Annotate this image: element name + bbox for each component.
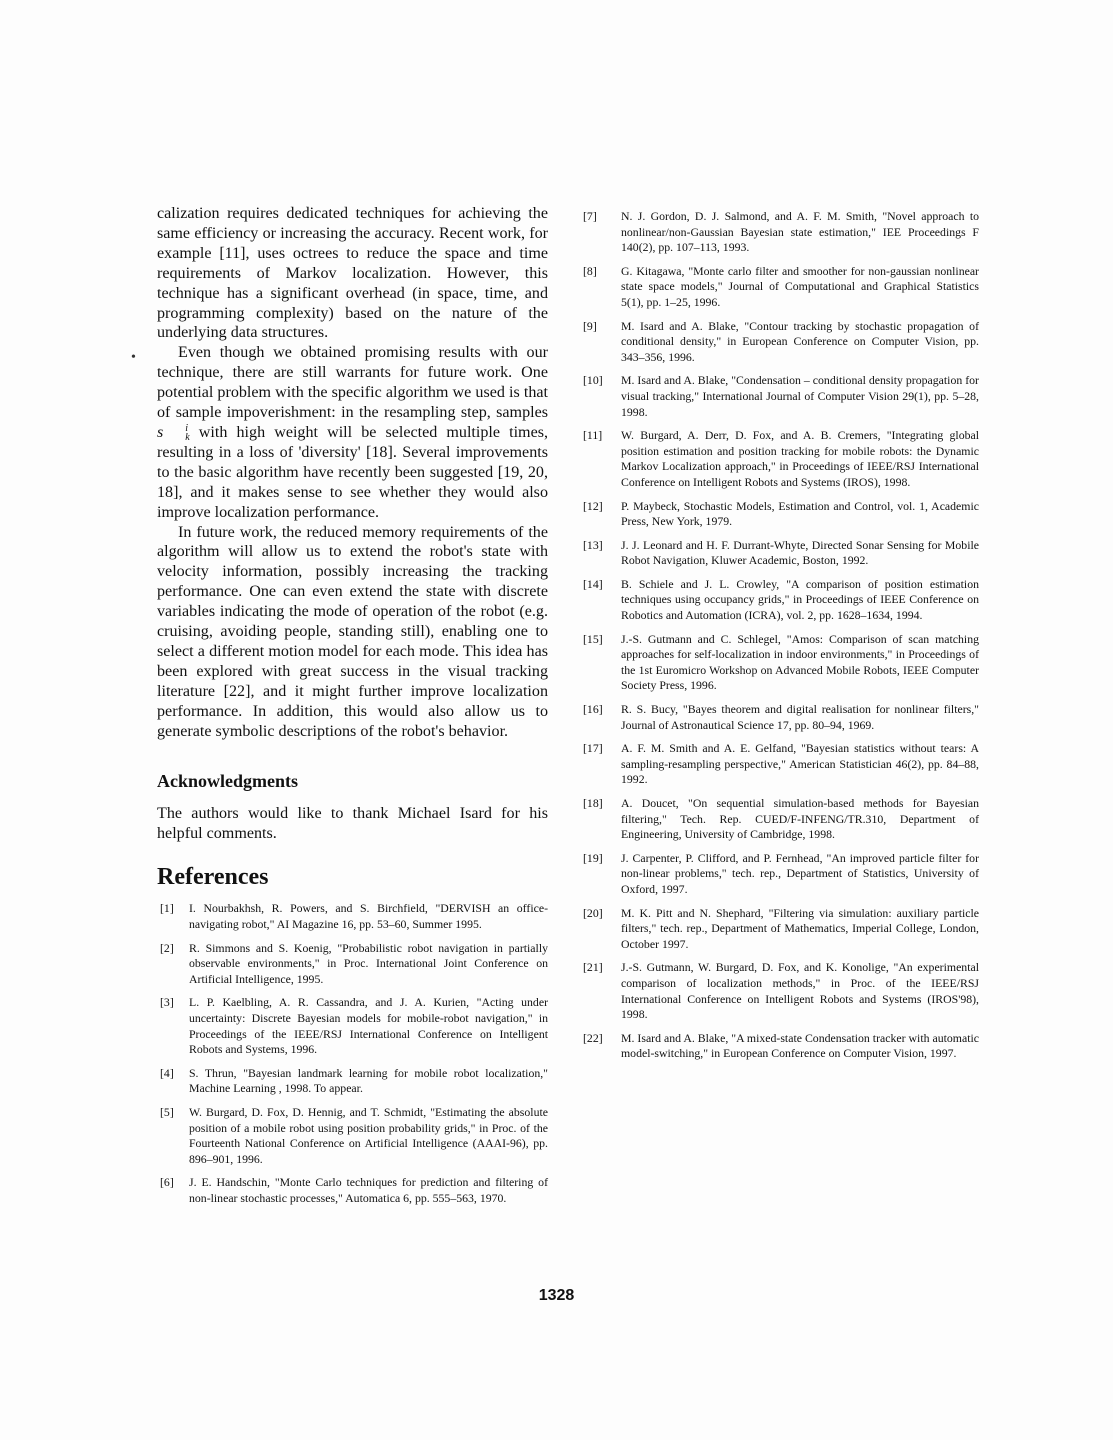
reference-number: [1]	[160, 901, 174, 916]
reference-item	[583, 499, 979, 530]
reference-item	[583, 741, 979, 788]
reference-item	[157, 995, 548, 1057]
body-paragraph-2	[157, 343, 548, 522]
reference-number: [10]	[583, 373, 603, 388]
math-sup: i	[185, 423, 189, 435]
reference-text: W. Burgard, D. Fox, D. Hennig, and T. Schmidt, "Estimating the absolute position of a mobile robot using position probability grids," in Proc. of the Fourteenth National Conference on Artificial Intelligence (AAAI-96), pp. 896–901, 1996.	[189, 1105, 548, 1166]
reference-number: [2]	[160, 940, 174, 955]
reference-number: [17]	[583, 741, 603, 756]
reference-text: B. Schiele and J. L. Crowley, "A comparison of position estimation techniques using occupancy grids," in Proceedings of IEEE Conference on Robotics and Automation (ICRA), vol. 2, pp. 1628–1634, 1994.	[621, 576, 979, 623]
reference-item	[157, 1175, 548, 1206]
reference-text: A. Doucet, "On sequential simulation-based methods for Bayesian filtering," Tech. Rep. CUED/F-INFENG/TR.310, Department of Engineering, University of Cambridge, 1998.	[621, 796, 979, 842]
para2-after: with high weight will be selected multiple times, resulting in a loss of 'diversity' [18]. Several improvements to the basic algorithm have recently been suggested [19, 20, 18], and it makes sense to see whether they would also improve localization performance.	[157, 423, 548, 521]
reference-text: I. Nourbakhsh, R. Powers, and S. Birchfield, "DERVISH an office-navigating robot," AI Magazine 16, pp. 53–60, Summer 1995.	[189, 901, 548, 932]
reference-item	[583, 577, 979, 624]
reference-text: R. Simmons and S. Koenig, "Probabilistic robot navigation in partially observable environments," in Proc. International Joint Conference on Artificial Intelligence, 1995.	[189, 940, 548, 986]
reference-number: [4]	[160, 1065, 174, 1080]
right-column	[583, 209, 979, 1070]
reference-item	[583, 209, 979, 256]
reference-item	[583, 319, 979, 366]
reference-text: J.-S. Gutmann, W. Burgard, D. Fox, and K. Konolige, "An experimental comparison of localization methods," in Proc. of the IEEE/RSJ International Conference on Intelligent Robots and Systems (IROS'98), 1998.	[621, 960, 979, 1022]
reference-item	[583, 851, 979, 898]
reference-number: [8]	[583, 263, 597, 278]
reference-number: [22]	[583, 1030, 603, 1045]
acknowledgments-text: The authors would like to thank Michael Isard for his helpful comments.	[157, 805, 548, 843]
reference-number: [20]	[583, 905, 603, 920]
references-list-left	[157, 901, 548, 1206]
reference-item	[583, 538, 979, 569]
reference-number: [11]	[583, 428, 603, 443]
reference-text: L. P. Kaelbling, A. R. Cassandra, and J. A. Kurien, "Acting under uncertainty: Discrete Bayesian models for mobile-robot navigation," in Proceedings of the IEEE/RSJ International Conference on Intelligent Robots and Systems, 1996.	[189, 995, 548, 1057]
reference-number: [12]	[583, 498, 603, 513]
reference-item	[583, 960, 979, 1022]
reference-text: J. J. Leonard and H. F. Durrant-Whyte, Directed Sonar Sensing for Mobile Robot Navigation, Kluwer Academic, Boston, 1992.	[621, 537, 979, 568]
references-list-right	[583, 209, 979, 1062]
left-column	[157, 204, 548, 1215]
reference-number: [3]	[160, 995, 174, 1010]
reference-number: [18]	[583, 796, 603, 810]
reference-item	[583, 1031, 979, 1062]
reference-text: J.-S. Gutmann and C. Schlegel, "Amos: Comparison of scan matching approaches for self-localization in indoor environments," in Proceedings of the 1st Euromicro Workshop on Advanced Mobile Robots, IEEE Computer Society Press, 1996.	[621, 631, 979, 693]
reference-item	[583, 796, 979, 843]
reference-text: S. Thrun, "Bayesian landmark learning for mobile robot localization," Machine Learning , 1998. To appear.	[189, 1065, 548, 1096]
reference-item	[583, 702, 979, 733]
reference-text: G. Kitagawa, "Monte carlo filter and smoother for non-gaussian nonlinear state space models," Journal of Computational and Graphical Statistics 5(1), pp. 1–25, 1996.	[621, 263, 979, 309]
reference-text: J. E. Handschin, "Monte Carlo techniques for prediction and filtering of non-linear stochastic processes," Automatica 6, pp. 555–563, 1970.	[189, 1175, 548, 1205]
reference-text: W. Burgard, A. Derr, D. Fox, and A. B. Cremers, "Integrating global position estimation and position tracking for mobile robots: the Dynamic Markov Localization approach," in Proceedings of IEEE/RSJ International Conference on Intelligent Robots and Systems (IROS), 1998.	[621, 428, 979, 489]
reference-item	[583, 428, 979, 490]
reference-text: N. J. Gordon, D. J. Salmond, and A. F. M. Smith, "Novel approach to nonlinear/non-Gaussian Bayesian state estimation," IEE Proceedings F 140(2), pp. 107–113, 1993.	[621, 209, 979, 255]
reference-number: [16]	[583, 702, 603, 717]
math-sub: k	[185, 432, 190, 444]
reference-text: J. Carpenter, P. Clifford, and P. Fernhead, "An improved particle filter for non-linear problems," tech. rep., Department of Statistics, University of Oxford, 1997.	[621, 850, 979, 896]
reference-number: [15]	[583, 631, 603, 646]
reference-item	[157, 941, 548, 988]
reference-number: [14]	[583, 576, 603, 591]
reference-number: [6]	[160, 1175, 174, 1190]
reference-number: [9]	[583, 318, 597, 333]
margin-dot: •	[131, 350, 136, 365]
reference-item	[583, 906, 979, 953]
body-paragraph-3: In future work, the reduced memory requirements of the algorithm will allow us to extend the robot's state with velocity information, possibly increasing the tracking performance. One can even extend the state with discrete variables indicating the mode of operation of the robot (e.g. cruising, avoiding people, standing still), enabling one to select a different motion model for each mode. This idea has been explored with great success in the visual tracking literature [22], and it might further improve localization performance. In addition, this would also allow us to generate symbolic descriptions of the robot's behavior.	[157, 523, 548, 740]
reference-text: M. Isard and A. Blake, "Contour tracking by stochastic propagation of conditional density," in European Conference on Computer Vision, pp. 343–356, 1996.	[621, 318, 979, 364]
page-number: 1328	[538, 1287, 575, 1304]
reference-item	[157, 901, 548, 932]
reference-item	[157, 1066, 548, 1097]
body-paragraph-1: calization requires dedicated techniques for achieving the same efficiency or increasing the accuracy. Recent work, for example [11], uses octrees to reduce the space and time requirements of Markov localization. However, this technique has a significant overhead (in space, time, and programming complexity) based on the nature of the underlying data structures.	[157, 205, 548, 342]
reference-item	[583, 373, 979, 420]
reference-text: P. Maybeck, Stochastic Models, Estimation and Control, vol. 1, Academic Press, New York, 1979.	[621, 498, 979, 529]
reference-number: [21]	[583, 960, 603, 975]
reference-text: M. K. Pitt and N. Shephard, "Filtering via simulation: auxiliary particle filters," tech. rep., Department of Mathematics, Imperial College, London, October 1997.	[621, 905, 979, 951]
reference-text: R. S. Bucy, "Bayes theorem and digital realisation for nonlinear filters," Journal of Astronautical Science 17, pp. 80–94, 1969.	[621, 702, 979, 732]
reference-text: M. Isard and A. Blake, "Condensation – conditional density propagation for visual tracking," International Journal of Computer Vision 29(1), pp. 5–28, 1998.	[621, 373, 979, 419]
math-indices	[164, 424, 189, 442]
reference-item	[157, 1105, 548, 1167]
reference-number: [19]	[583, 850, 603, 865]
para2-before: Even though we obtained promising results with our technique, there are still warrants for future work. One potential problem with the specific algorithm we used is that of sample impoverishment: in the resampling step, samples	[157, 344, 548, 422]
reference-text: M. Isard and A. Blake, "A mixed-state Condensation tracker with automatic model-switching," in European Conference on Computer Vision, 1997.	[621, 1030, 979, 1061]
reference-number: [7]	[583, 209, 597, 223]
reference-item	[583, 264, 979, 311]
math-symbol-base: s	[157, 423, 164, 441]
reference-number: [13]	[583, 537, 603, 552]
references-heading: References	[157, 864, 269, 891]
reference-text: A. F. M. Smith and A. E. Gelfand, "Bayesian statistics without tears: A sampling-resampling perspective," American Statistician 46(2), pp. 84–88, 1992.	[621, 741, 979, 787]
reference-item	[583, 632, 979, 694]
math-symbol	[157, 423, 190, 444]
acknowledgments-heading: Acknowledgments	[157, 771, 299, 792]
reference-number: [5]	[160, 1105, 174, 1119]
